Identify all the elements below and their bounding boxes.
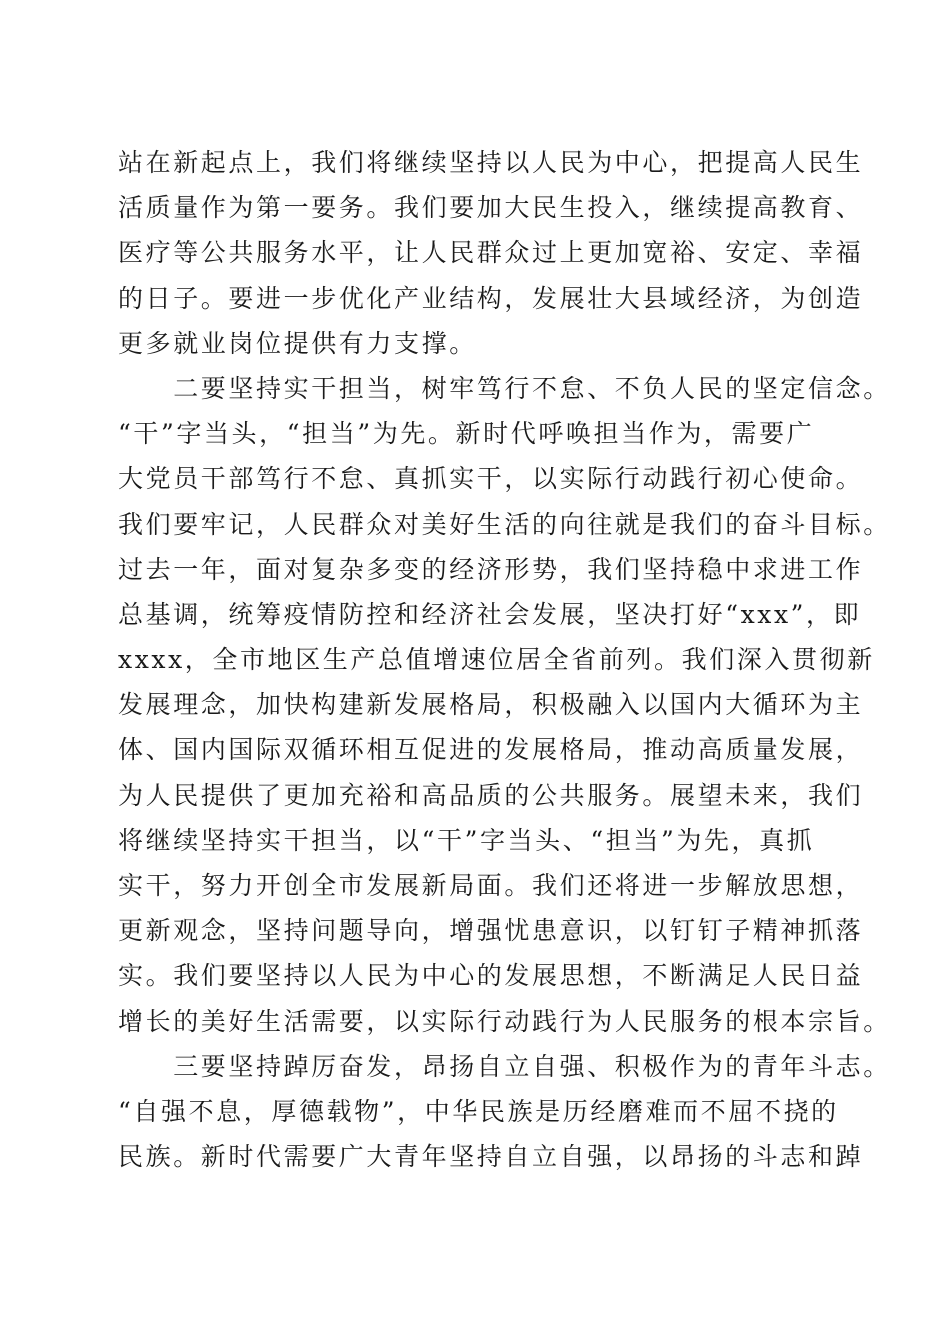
body-text [118, 140, 891, 1179]
text-line: 的日子。要进一步优化产业结构，发展壮大县域经济，为创造 [118, 283, 864, 313]
text-line: 民族。新时代需要广大青年坚持自立自强，以昂扬的斗志和踔 [118, 1142, 864, 1172]
text-line: 站在新起点上，我们将继续坚持以人民为中心，把提高人民生 [118, 148, 864, 177]
text-line: 活质量作为第一要务。我们要加大民生投入，继续提高教育、 [118, 193, 864, 223]
text-line: 过去一年，面对复杂多变的经济形势，我们坚持稳中求进工作 [118, 554, 864, 584]
text-line: 增长的美好生活需要，以实际行动践行为人民服务的根本宗旨。 [118, 1006, 891, 1036]
text-line: “自强不息，厚德载物”，中华民族是历经磨难而不屈不挠的 [118, 1096, 839, 1126]
text-line: 大党员干部笃行不怠、真抓实干，以实际行动践行初心使命。 [118, 464, 864, 494]
paragraph-heading-line: 二要坚持实干担当，树牢笃行不怠、不负人民的坚定信念。 [118, 373, 891, 403]
text-line: 发展理念，加快构建新发展格局，积极融入以国内大循环为主 [118, 690, 864, 720]
text-line: “干”字当头，“担当”为先。新时代呼唤担当作为，需要广 [118, 419, 815, 449]
text-line: 更新观念，坚持问题导向，增强忧患意识，以钉钉子精神抓落 [118, 916, 864, 946]
text-line: 将继续坚持实干担当，以“干”字当头、“担当”为先，真抓 [118, 825, 815, 855]
text-line: xxxx，全市地区生产总值增速位居全省前列。我们深入贯彻新 [118, 645, 875, 675]
text-line: 更多就业岗位提供有力支撑。 [118, 328, 477, 358]
text-line: 我们要牢记，人民群众对美好生活的向往就是我们的奋斗目标。 [118, 509, 891, 539]
text-line: 医疗等公共服务水平，让人民群众过上更加宽裕、安定、幸福 [118, 238, 864, 268]
text-line: 体、国内国际双循环相互促进的发展格局，推动高质量发展， [118, 735, 864, 765]
text-line: 实。我们要坚持以人民为中心的发展思想，不断满足人民日益 [118, 961, 864, 991]
text-line: 为人民提供了更加充裕和高品质的公共服务。展望未来，我们 [118, 780, 864, 810]
paragraph-heading-line: 三要坚持踔厉奋发，昂扬自立自强、积极作为的青年斗志。 [118, 1051, 891, 1081]
text-line: 总基调，统筹疫情防控和经济社会发展，坚决打好“xxx”，即 [118, 599, 862, 629]
text-line: 实干，努力开创全市发展新局面。我们还将进一步解放思想， [118, 871, 864, 900]
